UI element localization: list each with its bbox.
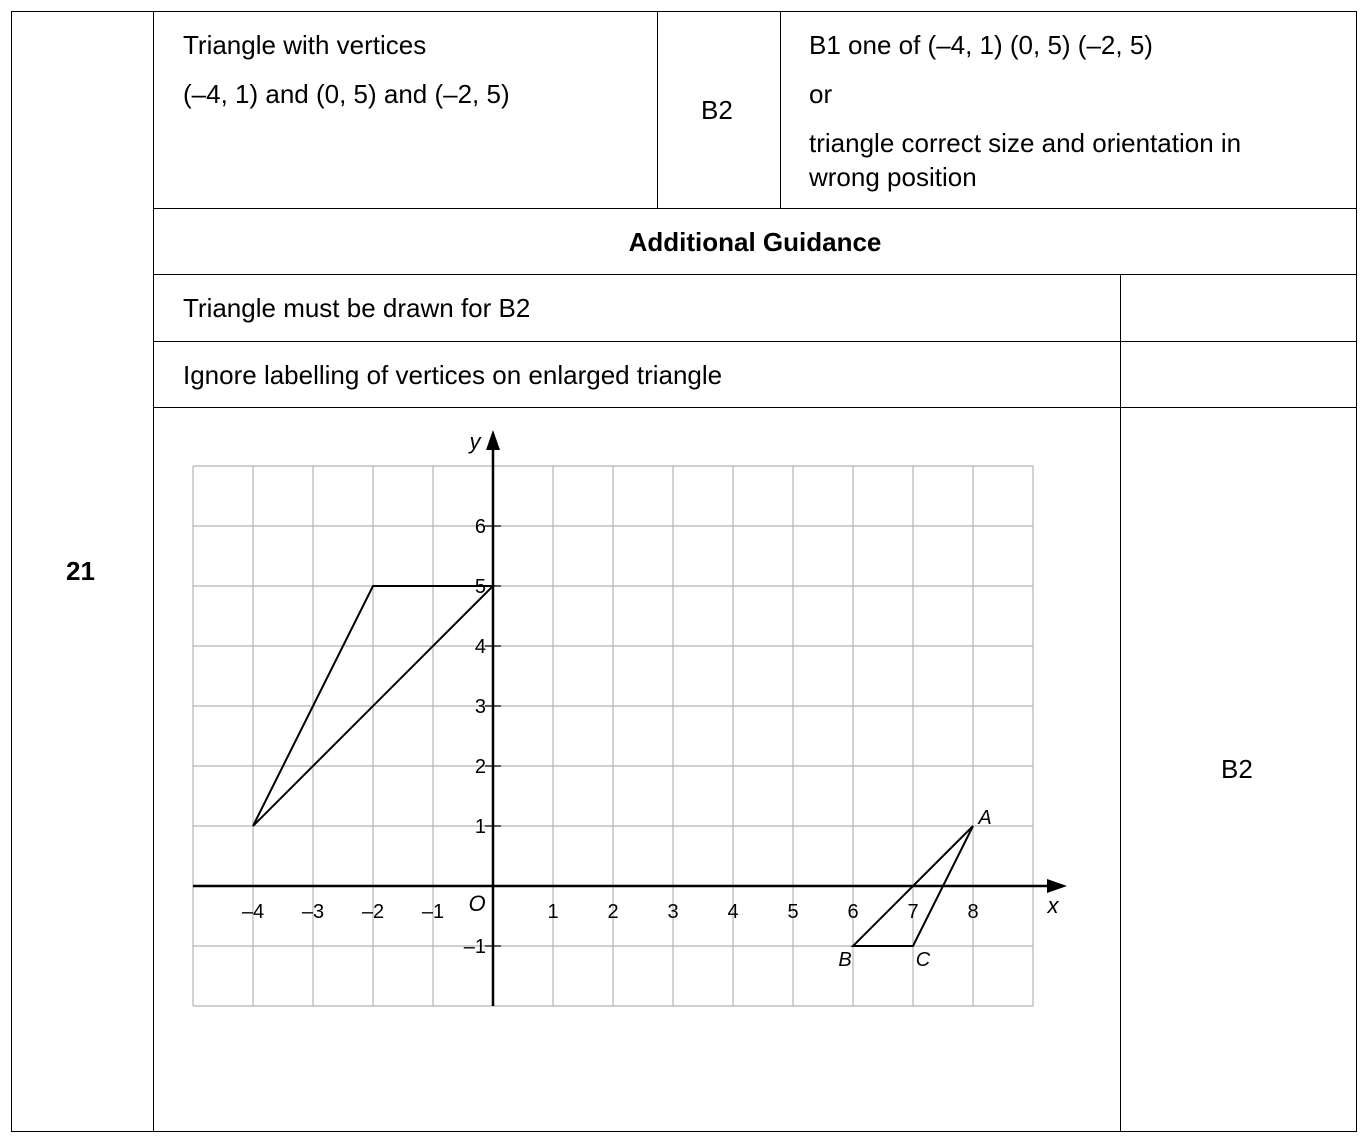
y-tick-label: –1 <box>463 936 486 958</box>
x-tick-label: –2 <box>361 901 385 923</box>
x-tick-label: 3 <box>667 901 679 923</box>
comment-text: triangle correct size and orientation in <box>809 128 1242 158</box>
x-tick-label: –1 <box>421 901 445 923</box>
origin-label: O <box>468 891 486 916</box>
comment-text: B1 one of (–4, 1) (0, 5) (–2, 5) <box>809 30 1153 60</box>
y-axis-label: y <box>469 429 481 454</box>
guidance-row: Triangle must be drawn for B2 <box>183 293 531 323</box>
x-axis-label: x <box>1047 893 1059 918</box>
x-tick-label: –4 <box>241 901 265 923</box>
vertex-label: C <box>915 949 931 971</box>
question-number: 21 <box>66 556 95 586</box>
y-tick-label: 2 <box>474 756 486 778</box>
guidance-mark: B2 <box>1221 754 1253 784</box>
guidance-heading: Additional Guidance <box>628 227 882 257</box>
vertex-label: A <box>978 807 992 829</box>
comment-text: wrong position <box>809 162 977 192</box>
y-tick-label: 4 <box>474 636 486 658</box>
x-tick-label: 2 <box>607 901 619 923</box>
y-tick-label: 3 <box>474 696 486 718</box>
vertex-label: B <box>838 949 852 971</box>
y-tick-label: 6 <box>474 516 486 538</box>
x-tick-label: 4 <box>727 901 739 923</box>
answer-text: Triangle with vertices <box>183 30 427 60</box>
y-axis-arrow-icon <box>486 430 500 450</box>
mark-value: B2 <box>701 95 733 125</box>
x-tick-label: –3 <box>301 901 325 923</box>
answer-text: (–4, 1) and (0, 5) and (–2, 5) <box>183 79 510 109</box>
x-axis-arrow-icon <box>1047 879 1067 893</box>
x-tick-label: 7 <box>907 901 919 923</box>
y-tick-label: 1 <box>474 816 486 838</box>
guidance-row: Ignore labelling of vertices on enlarged triangle <box>183 360 723 390</box>
x-tick-label: 1 <box>547 901 559 923</box>
x-tick-label: 8 <box>967 901 979 923</box>
x-tick-label: 5 <box>787 901 799 923</box>
x-tick-label: 6 <box>847 901 859 923</box>
y-tick-label: 5 <box>474 576 486 598</box>
comment-text: or <box>809 79 833 109</box>
